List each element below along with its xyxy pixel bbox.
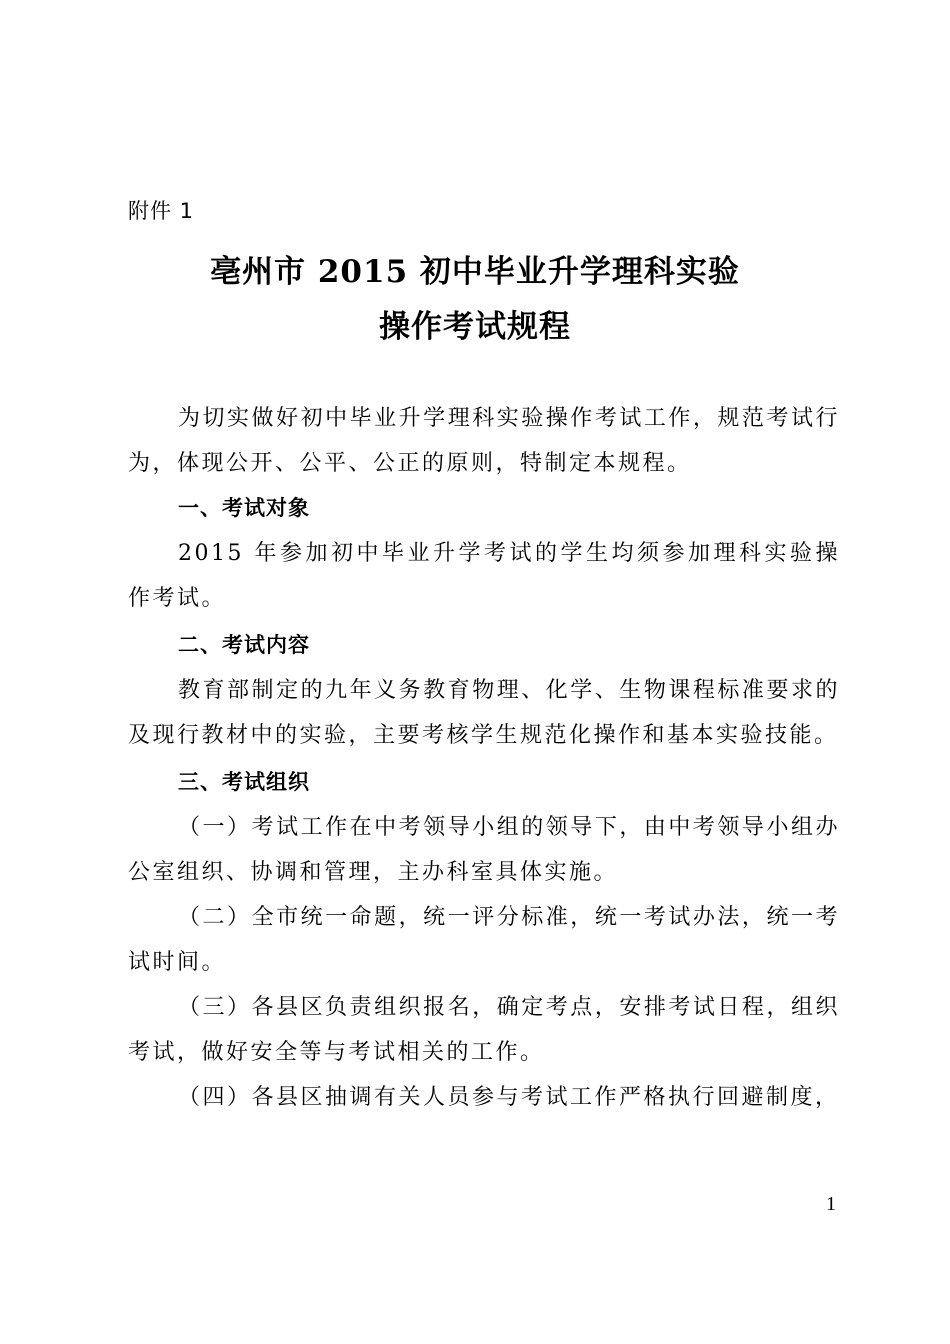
attachment-label: 附件 1 (128, 199, 195, 223)
section-paragraph: 教育部制定的九年义务教育物理、化学、生物课程标准要求的及现行教材中的实验，主要考核学生规范化操作和基本实验技能。 (128, 678, 840, 748)
section-paragraph: （四）各县区抽调有关人员参与考试工作严格执行回避制度， (178, 1085, 840, 1110)
document-title-line-2: 操作考试规程 (379, 309, 571, 345)
document-body (128, 396, 840, 1120)
section-heading-exam-content: 二、考试内容 (178, 633, 310, 657)
section-paragraph: 2015 年参加初中毕业升学考试的学生均须参加理科实验操作考试。 (128, 541, 840, 611)
section-paragraph: （一）考试工作在中考领导小组的领导下，由中考领导小组办公室组织、协调和管理，主办科室具体实施。 (128, 815, 840, 885)
page-number: 1 (826, 1193, 836, 1215)
section-paragraph: （二）全市统一命题，统一评分标准，统一考试办法，统一考试时间。 (128, 905, 840, 975)
section-heading-exam-target: 一、考试对象 (178, 496, 310, 520)
document-title-line-1: 亳州市 2015 初中毕业升学理科实验 (210, 254, 740, 290)
section-paragraph: （三）各县区负责组织报名，确定考点，安排考试日程，组织考试，做好安全等与考试相关的工作。 (128, 995, 840, 1065)
section-heading-exam-organization: 三、考试组织 (178, 770, 310, 794)
intro-paragraph: 为切实做好初中毕业升学理科实验操作考试工作，规范考试行为，体现公开、公平、公正的原则，特制定本规程。 (128, 406, 840, 476)
